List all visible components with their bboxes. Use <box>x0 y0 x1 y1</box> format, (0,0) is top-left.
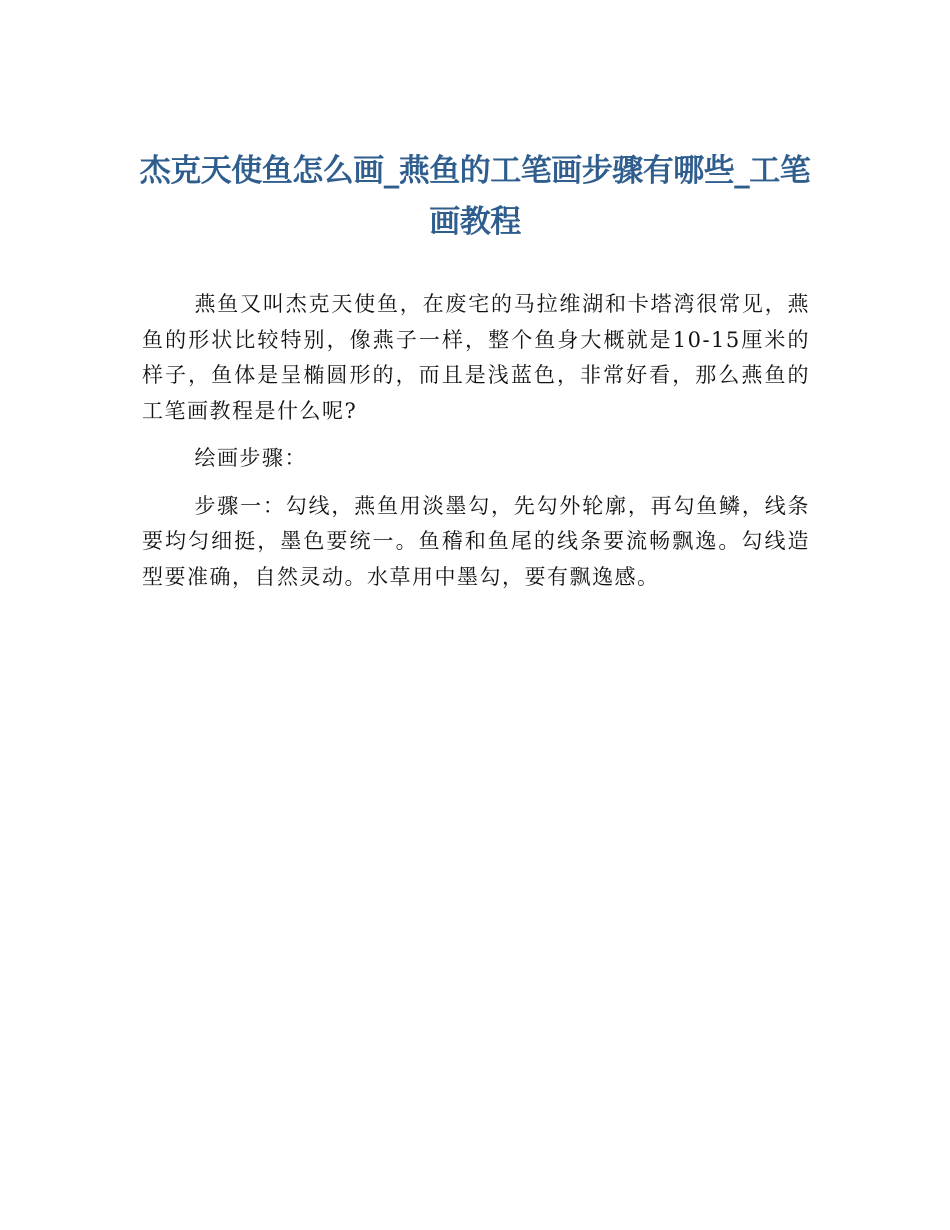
step-one-paragraph: 步骤一：勾线，燕鱼用淡墨勾，先勾外轮廓，再勾鱼鳞，线条要均匀细挺，墨色要统一。鱼稽和鱼尾的线条要流畅飘逸。勾线造型要准确，自然灵动。水草用中墨勾，要有飘逸感。 <box>142 493 810 589</box>
page-title: 杰克天使鱼怎么画_燕鱼的工笔画步骤有哪些_工笔画教程 <box>139 153 811 240</box>
article-body <box>142 287 810 607</box>
steps-heading: 绘画步骤： <box>194 446 307 470</box>
intro-paragraph: 燕鱼又叫杰克天使鱼，在废宅的马拉维湖和卡塔湾很常见，燕鱼的形状比较特别，像燕子一样，整个鱼身大概就是10-15厘米的样子，鱼体是呈椭圆形的，而且是浅蓝色，非常好看，那么燕鱼的工笔画教程是什么呢? <box>142 292 810 423</box>
